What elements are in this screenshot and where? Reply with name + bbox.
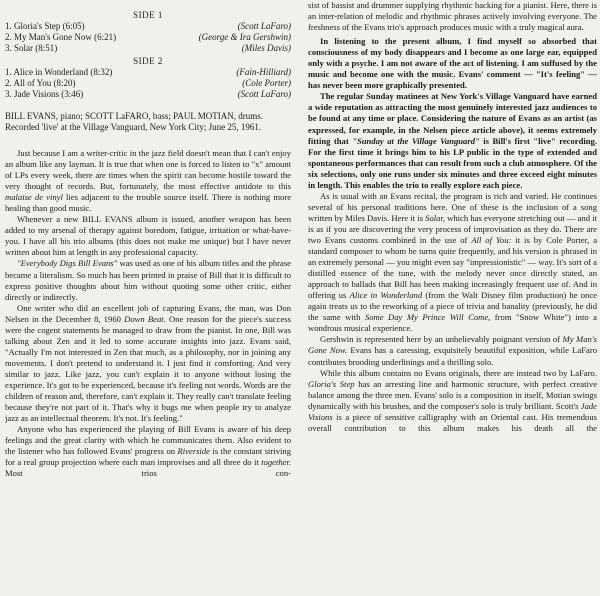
text-run: lies adjacent to the trouble source itself. There is nothing more healing than good music. <box>5 192 291 214</box>
liner-notes-left <box>5 148 291 479</box>
track-title: 3. Solar (8:51) <box>5 43 58 53</box>
text-run: is the constant striving for a real group projection where each man improvises and all three do it <box>5 446 291 468</box>
paragraph <box>308 36 597 91</box>
track-composer: (Scott LaFaro) <box>237 89 291 99</box>
text-run: Whenever a new BILL EVANS album is issued, another weapon has been added to my arsenal of therapy against boredom, fatigue, irritation or what-have-you. I have all his trio albums (this does not make me unique) but I have never written about him at length in any professional capacity. <box>5 214 291 258</box>
liner-notes-right <box>308 0 597 434</box>
text-run: which has everyone stretching out — and it is as if you are discovering the very process of improvisation as they do. There are two Evans customs combined in the use of <box>308 212 597 245</box>
text-run: Gershwin is represented here by an unbelievably poignant version of <box>320 334 563 345</box>
text-run: As is usual with an Evans recital, the program is rich and varied. He continues several of his personal traditions here. One of these is the inclusion of a song written by Miles Davis. Here it is <box>308 190 597 223</box>
text-run: is Bill's first "live" recording. For the first time it brings him to his LP public in the type of extended and spontaneous performances that can result from such a club atmosphere. Of the six selections, only one runs under six minutes and three exceed eight minutes in length. This enables the trio to really explore each piece. <box>308 135 597 190</box>
paragraph <box>5 214 291 258</box>
italic-text-run: Alice in Wonderland <box>349 290 423 301</box>
text-run: was used as one of his album titles and the phrase became a literalism. So much has been printed in praise of Bill that it is difficult to express positive thoughts about him without quoting some other critic, either directly or indirectly. <box>5 258 291 302</box>
track-composer: (Scott LaFaro) <box>237 21 291 31</box>
italic-text-run: Some Day My Prince Will Come, <box>364 312 491 323</box>
paragraph <box>308 0 597 33</box>
text-run: One writer who did an excellent job of capturing Evans, the man, was Don Nelsen in the December 8, 1960 <box>5 302 291 324</box>
italic-text-run: My Man's Gone Now. <box>308 334 597 356</box>
left-column <box>5 0 291 596</box>
track-row <box>5 43 291 54</box>
track-row <box>5 67 291 78</box>
track-row <box>5 78 291 89</box>
paragraph <box>5 258 291 302</box>
italic-text-run: Riverside <box>177 446 211 457</box>
paragraph <box>308 191 597 335</box>
track-title: 3. Jade Visions (3:46) <box>5 89 84 99</box>
text-run: In listening to the present album, I find myself so absorbed that consciousness of my body disappears and I become as one large ear, equipped only with a psyche. I am not aware of the act of listening. I am suffused by the music and become one with the music. Evans' comment — "It's feeling" — has never been more graphically presented. <box>308 36 597 91</box>
side-1-tracklist <box>5 10 291 54</box>
paragraph <box>5 148 291 214</box>
text-run: sist of bassist and drummer supplying rhythmic backing for a pianist. Here, there is an inter-relation of melodic and rhythmic phrases actively involving everyone. The freshness of the Evans trio's approach produces music with a truly magical aura. <box>308 0 597 33</box>
track-composer: (Miles Davis) <box>241 43 291 53</box>
track-composer: (George & Ira Gershwin) <box>198 32 291 42</box>
text-run: from "Snow White") into a wondrous musical experience. <box>308 312 597 334</box>
side-2-tracklist <box>5 56 291 100</box>
italic-text-run: Solar, <box>425 212 445 223</box>
text-run: Evans has a caressing, exquisitely beautiful exposition, while LaFaro contributes brooding underlinings and a thrilling solo. <box>308 345 597 367</box>
side-1-title: SIDE 1 <box>133 10 163 20</box>
text-run: (from the Walt Disney film production) he once again treats us to the reworking of a piece of trivia and banality (previously, he did the same with <box>308 290 597 323</box>
track-row <box>5 21 291 32</box>
text-run: it is by Cole Porter, a standard composer to whom he turns quite frequently, and his version is phrased in an extremely personal — you might even say "impressionistic" — way. It's sort of a distilled essence of the tune, with the melody never once directly stated, an approach to ballads that Bill has been making increasingly frequent use of. And in offering us <box>308 234 597 301</box>
track-row <box>5 32 291 43</box>
text-run: One reason for the piece's success were the cogent statements he managed to draw from the pianist. In one, Bill was talking about Zen and it led to some accurate insights into jazz. Evans said, "Actually I'm not interested in Zen that much, as a philosophy, nor in joining any movements. I don't pretend to understand it. I just find it comforting. And very similar to jazz. Like jazz, you can't explain it to anyone without losing the experience. It's got to be experienced, because it's feeling not words. Words are the children of reason and, therefore, can't explain it. They really can't translate feeling because they're not part of it. That's why it bugs me when people try to analyze jazz as an intellectual theorem. It's not. It's feeling." <box>5 313 291 424</box>
track-title: 1. Gloria's Step (6:05) <box>5 21 85 31</box>
personnel-credits: BILL EVANS, piano; SCOTT LaFARO, bass; PAUL MOTIAN, drums. Recorded 'live' at the Village Vanguard, New York City; June 25, 1961. <box>5 111 264 132</box>
track-composer: (Fain-Hilliard) <box>236 67 291 77</box>
track-title: 1. Alice in Wonderland (8:32) <box>5 67 113 77</box>
paragraph <box>308 91 597 190</box>
track-composer: (Cole Porter) <box>242 78 291 88</box>
italic-text-run: Down Beat. <box>124 313 166 324</box>
track-title: 2. All of You (8:20) <box>5 78 76 88</box>
italic-text-run: together. <box>261 457 291 468</box>
right-column <box>308 0 597 596</box>
track-row <box>5 89 291 100</box>
text-run: The regular Sunday matinees at New York's Village Vanguard have earned a wide reputation as attracting the most genuinely interested jazz audiences to be found at any time or place. Considering the nature of Evans as an artist (as expressed, for example, in the Nelsen piece article above), it seems extremely fitting that <box>308 91 597 146</box>
track-title: 2. My Man's Gone Now (6:21) <box>5 32 117 42</box>
italic-text-run: All of You: <box>471 234 512 245</box>
text-run: has an arresting line and harmonic structure, with perfect creative balance among the three men. Evans' solo is a composition in itself, Motian swings dynamically with his brushes, and the composer's solo is truly brilliant. Scott's <box>308 378 597 411</box>
paragraph <box>308 368 597 434</box>
text-run: Most trios con- <box>5 468 291 479</box>
italic-text-run: "Everybody Digs Bill Evans" <box>17 258 118 269</box>
paragraph <box>5 303 291 425</box>
paragraph <box>308 334 597 367</box>
italic-text-run: malaise de vinyl <box>5 192 63 203</box>
side-2-title: SIDE 2 <box>133 56 163 66</box>
text-run: Just because I am a writer-critic in the jazz field doesn't mean that I can't enjoy an album like any layman. It is true that when one is forced to listen to "x" amount of LPs every week, there are times when the spirit can become hostile toward the very thought of records. But, fortunately, the most effective antidote to this <box>5 148 291 192</box>
italic-text-run: "Sunday at the Village Vanguard" <box>352 135 480 146</box>
text-run: Anyone who has experienced the playing of Bill Evans is aware of his deep feelings and the great clarity with which he communicates them. Also evident to the listener who has followed Evans' progress on <box>5 424 291 457</box>
italic-text-run: Gloria's Step <box>308 378 355 389</box>
italic-text-run: Jade Visions <box>308 400 597 422</box>
text-run: is a piece of sensitive calligraphy with an Oriental cast. His tremendous overall contribution to this album makes his death all the <box>308 411 597 433</box>
text-run: While this album contains no Evans originals, there are instead two by LaFaro. <box>320 367 597 378</box>
paragraph <box>5 424 291 479</box>
